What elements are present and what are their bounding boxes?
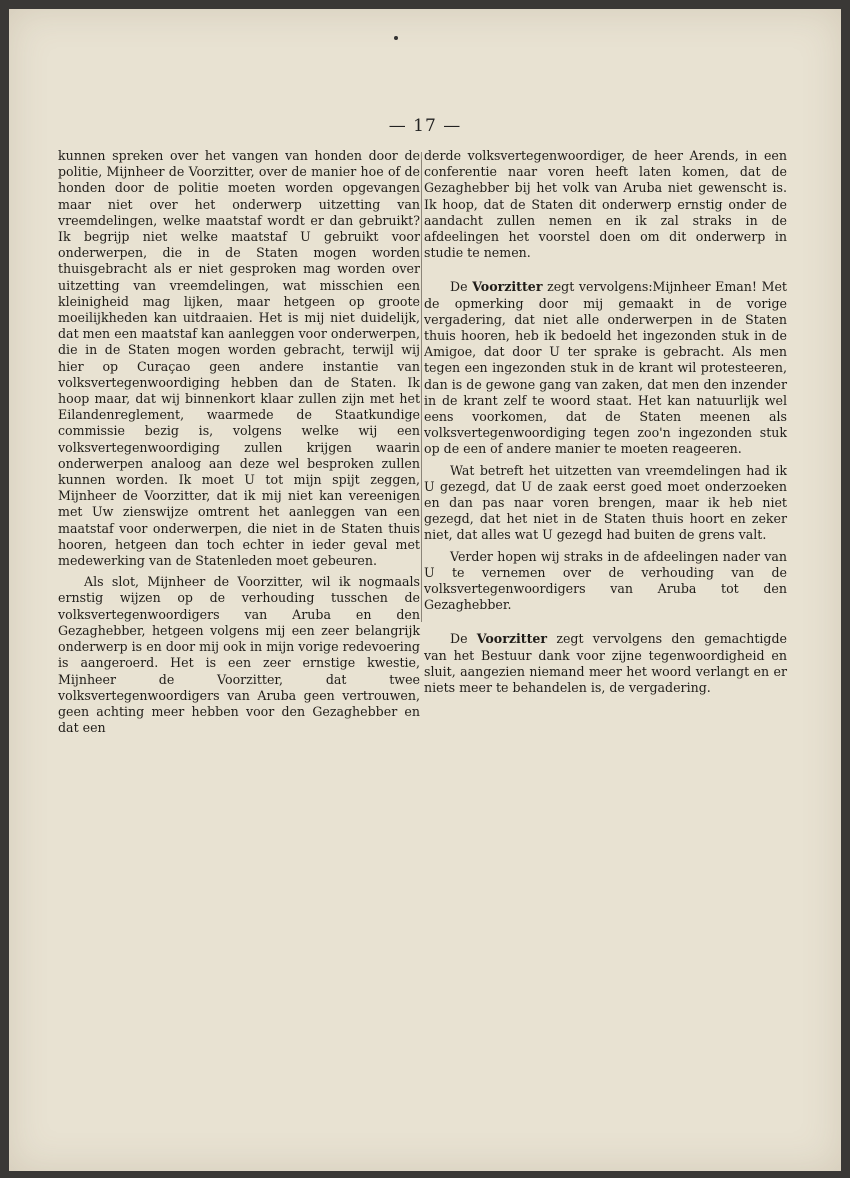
speaker-prefix: De — [450, 631, 468, 647]
speaker-prefix: De — [450, 279, 468, 295]
left-paragraph-1: kunnen spreken over het vangen van honden door de politie, Mijnheer de Voorzitter, over de manier hoe of de honden door de politie moeten worden opgevangen maar niet over het onderwerp uitzetting van vreemdelingen, welke maatstaf wordt er dan gebruikt? Ik begrijp niet welke maatstaf U gebruikt voor onderwerpen, die in de Staten mogen worden thuisgebracht als er niet gesproken mag worden over uitzetting van vreemdelingen, wat misschien een kleinigheid mag lijken, maar hetgeen op groote moeilijkheden kan uitdraaien. Het is mij niet duidelijk, dat men een maatstaf kan aanleggen voor onderwerpen, die in de Staten mogen worden gebracht, terwijl wij hier op Curaçao geen andere instantie van volksvertegenwoordiging hebben dan de Staten. Ik hoop maar, dat wij binnenkort klaar zullen zijn met het Eilandenreglement, waarmede de Staatkundige commissie bezig is, volgens welke wij een volksvertegenwoordiging zullen krijgen waarin onderwerpen analoog aan deze wel besproken zullen kunnen worden. Ik moet U tot mijn spijt zeggen, Mijnheer de Voorzitter, dat ik mij niet kan vereenigen met Uw zienswijze omtrent het aanleggen van een maatstaf voor onderwerpen, die niet in de Staten thuis hooren, hetgeen dan toch echter in ieder geval met medewerking van de Statenleden moet gebeuren. — [58, 148, 420, 569]
column-divider — [421, 152, 422, 622]
right-paragraph-3: Wat betreft het uitzetten van vreemdelingen had ik U gezegd, dat U de zaak eerst goed moet onderzoeken en dan pas naar voren brengen, maar ik heb niet gezegd, dat het niet in de Staten thuis hoort en zeker niet, dat alles wat U gezegd had buiten de grens valt. — [424, 462, 787, 543]
right-paragraph-1: derde volksvertegenwoordiger, de heer Arends, in een conferentie naar voren heeft laten komen, dat de Gezaghebber bij het volk van Aruba niet gewenscht is. Ik hoop, dat de Staten dit onderwerp ernstig onder de aandacht zullen nemen en ik zal straks in de afdeelingen het voorstel doen om dit onderwerp in studie te nemen. — [424, 148, 787, 261]
left-column — [58, 148, 420, 736]
right-paragraph-5 — [424, 631, 787, 696]
speech-text: zegt vervolgens den gemachtigde van het Bestuur dank voor zijne tegenwoordigheid en sluit, aangezien niemand meer het woord verlangt en er niets meer te behandelen is, de vergadering. — [424, 631, 788, 696]
speaker-name: Voorzitter — [472, 279, 543, 295]
left-paragraph-2: Als slot, Mijnheer de Voorzitter, wil ik nogmaals ernstig wijzen op de verhouding tusschen de volksvertegenwoordigers van Aruba en den Gezaghebber, hetgeen volgens mij een zeer belangrijk onderwerp is en door mij ook in mijn vorige redevoering is aangeroerd. Het is een zeer ernstige kwestie, Mijnheer de Voorzitter, dat twee volksvertegenwoordigers van Aruba geen vertrouwen, geen achting meer hebben voor den Gezaghebber en dat een — [58, 574, 420, 736]
page-number: — 17 — — [388, 116, 462, 136]
right-paragraph-4: Verder hopen wij straks in de afdeelingen nader van U te vernemen over de verhouding van de volksvertegenwoordigers van Aruba tot den Gezaghebber. — [424, 548, 787, 613]
speech-text: zegt vervolgens:Mijnheer Eman! Met de opmerking door mij gemaakt in de vorige vergadering, dat niet alle onderwerpen in de Staten thuis hooren, heb ik bedoeld het ingezonden stuk in de Amigoe, dat door U ter sprake is gebracht. Als men tegen een ingezonden stuk in de krant wil protesteeren, dan is de gewone gang van zaken, dat men den inzender in de krant zelf te woord staat. Het kan natuurlijk wel eens voorkomen, dat de Staten meenen als volksvertegenwoordiging tegen zoo'n ingezonden stuk op de een of andere manier te moeten reageeren. — [424, 279, 787, 457]
speaker-name: Voorzitter — [476, 631, 548, 647]
right-column — [424, 148, 787, 696]
ink-dot — [394, 36, 398, 40]
right-paragraph-2 — [424, 279, 787, 457]
